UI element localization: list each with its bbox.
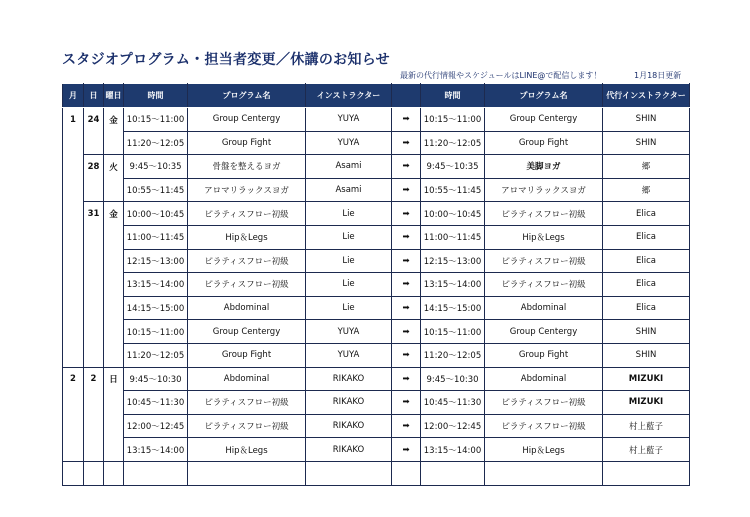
- schedule-table: [62, 83, 690, 486]
- cell-program: Abdominal: [188, 367, 306, 391]
- cell-empty: [306, 461, 392, 485]
- cell-instructor: RIKAKO: [306, 367, 392, 391]
- cell-new-program: Hip＆Legs: [485, 438, 603, 462]
- cell-sub-instructor: SHIN: [603, 320, 690, 344]
- cell-program: アロマリラックスヨガ: [188, 178, 306, 202]
- cell-weekday: [104, 296, 124, 320]
- cell-month: 1: [63, 108, 84, 132]
- right-arrow-icon: ➡: [392, 320, 421, 344]
- cell-month: [63, 202, 84, 226]
- cell-new-program: 美脚ヨガ: [485, 155, 603, 179]
- cell-time: 14:15～15:00: [124, 296, 188, 320]
- cell-time: 10:45～11:30: [124, 391, 188, 415]
- cell-instructor: Asami: [306, 155, 392, 179]
- cell-new-time: 13:15～14:00: [421, 273, 485, 297]
- col-new-program: プログラム名: [485, 84, 603, 108]
- cell-weekday: [104, 249, 124, 273]
- cell-day: [84, 273, 104, 297]
- cell-month: [63, 343, 84, 367]
- cell-program: Group Fight: [188, 343, 306, 367]
- table-row: [63, 225, 690, 249]
- cell-instructor: YUYA: [306, 131, 392, 155]
- cell-time: 9:45～10:30: [124, 367, 188, 391]
- cell-day: [84, 414, 104, 438]
- cell-weekday: [104, 343, 124, 367]
- right-arrow-icon: ➡: [392, 343, 421, 367]
- right-arrow-icon: ➡: [392, 273, 421, 297]
- cell-program: Hip＆Legs: [188, 225, 306, 249]
- cell-empty: [188, 461, 306, 485]
- cell-month: [63, 273, 84, 297]
- cell-new-program: Group Centergy: [485, 320, 603, 344]
- updated-date: 1月18日更新: [634, 71, 682, 80]
- table-row-empty: [63, 461, 690, 485]
- cell-new-program: Abdominal: [485, 296, 603, 320]
- cell-sub-instructor: MIZUKI: [603, 391, 690, 415]
- cell-day: [84, 296, 104, 320]
- cell-time: 9:45～10:35: [124, 155, 188, 179]
- cell-day: [84, 320, 104, 344]
- col-arrow: [392, 84, 421, 108]
- cell-weekday: [104, 438, 124, 462]
- cell-day: 24: [84, 108, 104, 132]
- cell-instructor: Asami: [306, 178, 392, 202]
- table-row: [63, 249, 690, 273]
- cell-new-program: ピラティスフロー初級: [485, 202, 603, 226]
- cell-weekday: [104, 320, 124, 344]
- cell-weekday: 金: [104, 108, 124, 132]
- cell-program: 骨盤を整えるヨガ: [188, 155, 306, 179]
- cell-new-program: Group Fight: [485, 131, 603, 155]
- right-arrow-icon: ➡: [392, 202, 421, 226]
- right-arrow-icon: ➡: [392, 438, 421, 462]
- cell-month: [63, 131, 84, 155]
- cell-month: [63, 155, 84, 179]
- cell-new-program: ピラティスフロー初級: [485, 391, 603, 415]
- cell-day: 31: [84, 202, 104, 226]
- table-row: [63, 414, 690, 438]
- col-sub-instructor: 代行インストラクター: [603, 84, 690, 108]
- right-arrow-icon: ➡: [392, 367, 421, 391]
- cell-program: Group Centergy: [188, 320, 306, 344]
- cell-sub-instructor: Elica: [603, 225, 690, 249]
- page-title: スタジオプログラム・担当者変更／休講のお知らせ: [62, 52, 390, 68]
- cell-new-time: 12:15～13:00: [421, 249, 485, 273]
- right-arrow-icon: ➡: [392, 155, 421, 179]
- cell-sub-instructor: SHIN: [603, 343, 690, 367]
- cell-new-time: 10:55～11:45: [421, 178, 485, 202]
- cell-day: [84, 249, 104, 273]
- cell-new-time: 11:20～12:05: [421, 131, 485, 155]
- cell-instructor: RIKAKO: [306, 414, 392, 438]
- cell-day: [84, 131, 104, 155]
- cell-empty: [124, 461, 188, 485]
- col-day: 日: [84, 84, 104, 108]
- cell-new-program: Abdominal: [485, 367, 603, 391]
- table-row: [63, 155, 690, 179]
- cell-time: 13:15～14:00: [124, 438, 188, 462]
- table-row: [63, 320, 690, 344]
- cell-new-program: ピラティスフロー初級: [485, 249, 603, 273]
- cell-weekday: [104, 391, 124, 415]
- cell-day: [84, 438, 104, 462]
- cell-time: 10:15～11:00: [124, 320, 188, 344]
- cell-time: 10:55～11:45: [124, 178, 188, 202]
- cell-time: 10:00～10:45: [124, 202, 188, 226]
- right-arrow-icon: ➡: [392, 131, 421, 155]
- col-instructor: インストラクター: [306, 84, 392, 108]
- cell-program: Group Centergy: [188, 108, 306, 132]
- cell-instructor: RIKAKO: [306, 391, 392, 415]
- cell-sub-instructor: Elica: [603, 273, 690, 297]
- cell-month: 2: [63, 367, 84, 391]
- table-row: [63, 202, 690, 226]
- cell-sub-instructor: Elica: [603, 249, 690, 273]
- table-row: [63, 108, 690, 132]
- cell-month: [63, 225, 84, 249]
- cell-new-program: ピラティスフロー初級: [485, 414, 603, 438]
- cell-weekday: 金: [104, 202, 124, 226]
- cell-instructor: Lie: [306, 296, 392, 320]
- cell-program: Group Fight: [188, 131, 306, 155]
- cell-empty: [104, 461, 124, 485]
- col-weekday: 曜日: [104, 84, 124, 108]
- header-row: [63, 84, 690, 108]
- cell-sub-instructor: SHIN: [603, 131, 690, 155]
- cell-sub-instructor: 村上藍子: [603, 438, 690, 462]
- cell-instructor: Lie: [306, 202, 392, 226]
- cell-new-time: 10:00～10:45: [421, 202, 485, 226]
- cell-empty: [485, 461, 603, 485]
- cell-sub-instructor: 郷: [603, 178, 690, 202]
- cell-day: [84, 225, 104, 249]
- cell-new-time: 10:15～11:00: [421, 320, 485, 344]
- cell-sub-instructor: 郷: [603, 155, 690, 179]
- cell-time: 11:00～11:45: [124, 225, 188, 249]
- table-row: [63, 391, 690, 415]
- right-arrow-icon: ➡: [392, 249, 421, 273]
- right-arrow-icon: ➡: [392, 108, 421, 132]
- cell-sub-instructor: SHIN: [603, 108, 690, 132]
- cell-time: 12:00～12:45: [124, 414, 188, 438]
- cell-empty: [421, 461, 485, 485]
- cell-month: [63, 438, 84, 462]
- cell-new-time: 12:00～12:45: [421, 414, 485, 438]
- cell-program: ピラティスフロー初級: [188, 273, 306, 297]
- cell-new-time: 10:45～11:30: [421, 391, 485, 415]
- cell-weekday: 火: [104, 155, 124, 179]
- cell-day: 2: [84, 367, 104, 391]
- cell-time: 11:20～12:05: [124, 343, 188, 367]
- cell-instructor: Lie: [306, 225, 392, 249]
- cell-instructor: YUYA: [306, 108, 392, 132]
- cell-weekday: [104, 225, 124, 249]
- cell-program: ピラティスフロー初級: [188, 249, 306, 273]
- cell-month: [63, 414, 84, 438]
- col-month: 月: [63, 84, 84, 108]
- cell-program: ピラティスフロー初級: [188, 202, 306, 226]
- cell-time: 12:15～13:00: [124, 249, 188, 273]
- cell-sub-instructor: Elica: [603, 202, 690, 226]
- cell-program: Hip＆Legs: [188, 438, 306, 462]
- cell-program: Abdominal: [188, 296, 306, 320]
- table-row: [63, 438, 690, 462]
- cell-program: ピラティスフロー初級: [188, 391, 306, 415]
- schedule-body: [63, 108, 690, 486]
- cell-time: 10:15～11:00: [124, 108, 188, 132]
- cell-day: [84, 391, 104, 415]
- cell-time: 11:20～12:05: [124, 131, 188, 155]
- col-program: プログラム名: [188, 84, 306, 108]
- right-arrow-icon: ➡: [392, 391, 421, 415]
- right-arrow-icon: ➡: [392, 225, 421, 249]
- cell-instructor: RIKAKO: [306, 438, 392, 462]
- cell-empty: [84, 461, 104, 485]
- cell-month: [63, 178, 84, 202]
- cell-new-time: 13:15～14:00: [421, 438, 485, 462]
- cell-empty: [603, 461, 690, 485]
- table-row: [63, 296, 690, 320]
- cell-instructor: YUYA: [306, 343, 392, 367]
- cell-new-time: 11:00～11:45: [421, 225, 485, 249]
- cell-weekday: [104, 273, 124, 297]
- table-row: [63, 131, 690, 155]
- cell-new-time: 10:15～11:00: [421, 108, 485, 132]
- table-row: [63, 367, 690, 391]
- cell-time: 13:15～14:00: [124, 273, 188, 297]
- cell-sub-instructor: 村上藍子: [603, 414, 690, 438]
- table-row: [63, 343, 690, 367]
- cell-new-time: 14:15～15:00: [421, 296, 485, 320]
- cell-new-time: 9:45～10:30: [421, 367, 485, 391]
- cell-new-program: アロマリラックスヨガ: [485, 178, 603, 202]
- cell-program: ピラティスフロー初級: [188, 414, 306, 438]
- cell-day: [84, 343, 104, 367]
- cell-month: [63, 296, 84, 320]
- cell-new-time: 9:45～10:35: [421, 155, 485, 179]
- cell-new-program: Group Centergy: [485, 108, 603, 132]
- cell-weekday: 日: [104, 367, 124, 391]
- cell-sub-instructor: Elica: [603, 296, 690, 320]
- table-row: [63, 178, 690, 202]
- cell-new-program: Hip＆Legs: [485, 225, 603, 249]
- cell-weekday: [104, 131, 124, 155]
- cell-new-time: 11:20～12:05: [421, 343, 485, 367]
- cell-sub-instructor: MIZUKI: [603, 367, 690, 391]
- cell-month: [63, 391, 84, 415]
- cell-weekday: [104, 414, 124, 438]
- col-new-time: 時間: [421, 84, 485, 108]
- right-arrow-icon: ➡: [392, 178, 421, 202]
- cell-day: 28: [84, 155, 104, 179]
- cell-instructor: Lie: [306, 273, 392, 297]
- table-row: [63, 273, 690, 297]
- right-arrow-icon: ➡: [392, 296, 421, 320]
- col-time: 時間: [124, 84, 188, 108]
- cell-empty: [63, 461, 84, 485]
- cell-day: [84, 178, 104, 202]
- cell-instructor: YUYA: [306, 320, 392, 344]
- right-arrow-icon: ➡: [392, 414, 421, 438]
- cell-empty: [392, 461, 421, 485]
- cell-month: [63, 320, 84, 344]
- cell-new-program: ピラティスフロー初級: [485, 273, 603, 297]
- line-notice: 最新の代行情報やスケジュールはLINE@で配信します！: [400, 71, 602, 80]
- cell-weekday: [104, 178, 124, 202]
- cell-month: [63, 249, 84, 273]
- cell-new-program: Group Fight: [485, 343, 603, 367]
- cell-instructor: Lie: [306, 249, 392, 273]
